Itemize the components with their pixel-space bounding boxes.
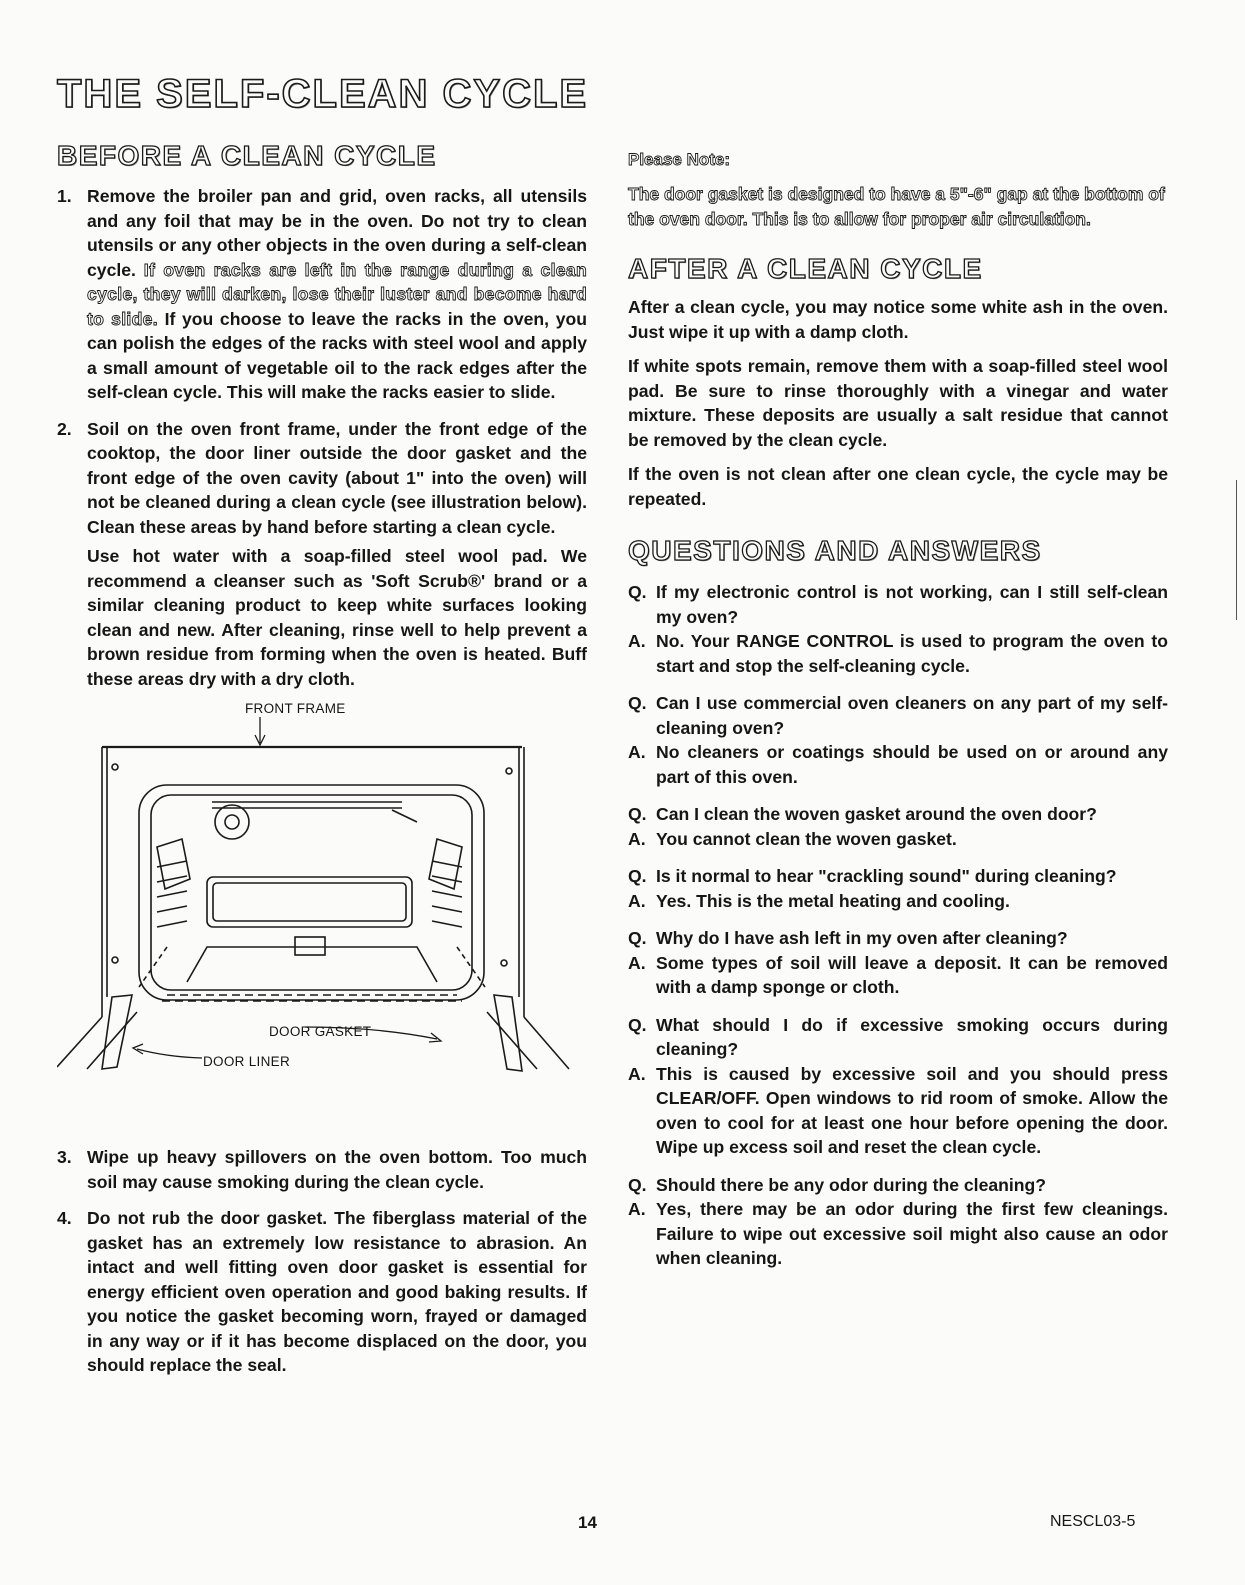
answer [628,1197,1168,1271]
a-letter: A. [628,952,646,973]
answer-text: Yes, there may be an odor during the first few cleanings. Failure to wipe out excessive soil might also cause an odor when cleaning. [656,1199,1168,1268]
question-text: What should I do if excessive smoking occurs during cleaning? [656,1014,1168,1059]
answer-text: This is caused by excessive soil and you should press CLEAR/OFF. Open windows to rid room of smoke. Allow the oven to cool for at least one hour before opening the door. Wipe up excess soil and reset the clean cycle. [656,1063,1168,1157]
list-item [57,184,587,405]
after-section [628,295,1168,511]
q-letter: Q. [628,928,647,948]
answer-text: No. Your RANGE CONTROL is used to program the oven to start and stop the self-cleaning cycle. [656,631,1168,676]
question-text: If my electronic control is not working, can I still self-clean my oven? [656,582,1168,627]
answer [628,629,1168,678]
answer [628,827,1168,852]
qa-item [628,1013,1168,1160]
question-text: Can I use commercial oven cleaners on any part of my self-cleaning oven? [656,693,1168,738]
q-letter: Q. [628,866,647,886]
item-text: If you choose to leave the racks in the oven, you can polish the edges of the racks with steel wool and apply a small amount of vegetable oil to the rack edges after the self-clean cycle. This will make the racks easier to slide. [87,308,588,402]
question-text: Is it normal to hear "crackling sound" during cleaning? [656,866,1117,886]
a-letter: A. [628,890,646,911]
question [628,1173,1168,1198]
page-title: THE SELF-CLEAN CYCLE [57,72,589,116]
q-letter: Q. [628,582,647,602]
question-text: Why do I have ash left in my oven after cleaning? [656,928,1068,948]
question [628,580,1168,629]
list-item-body [87,184,587,405]
answer-text: No cleaners or coatings should be used on or around any part of this oven. [656,742,1168,787]
list-number: 1. [57,186,72,206]
question-text: Should there be any odor during the cleaning? [656,1174,1047,1195]
a-letter: A. [628,631,646,651]
after-paragraph: After a clean cycle, you may notice some white ash in the oven. Just wipe it up with a damp cloth. [628,297,1168,342]
list-item-body: Wipe up heavy spillovers on the oven bottom. Too much soil may cause smoking during the clean cycle. [87,1147,587,1192]
a-letter: A. [628,1063,646,1084]
qa-item [628,1173,1168,1271]
document-code: NESCL03-5 [1050,1513,1136,1530]
list-number: 4. [57,1208,72,1228]
question [628,926,1168,951]
question [628,691,1168,740]
qa-item [628,691,1168,789]
answer [628,740,1168,789]
question [628,864,1168,889]
answer [628,889,1168,914]
q-letter: Q. [628,1174,647,1195]
qa-heading: QUESTIONS AND ANSWERS [628,535,1042,566]
note-text: The door gasket is designed to have a 5"-6" gap at the bottom of the oven door. This is to allow for proper air circulation. [628,184,1165,229]
answer-text: Yes. This is the metal heating and cooling. [656,890,1010,911]
answer-text: Some types of soil will leave a deposit. It can be removed with a damp sponge or cloth. [656,952,1168,997]
question-text: Can I clean the woven gasket around the oven door? [656,804,1097,824]
answer [628,1062,1168,1160]
left-column [57,140,587,1378]
a-letter: A. [628,828,646,849]
item-text: Soil on the oven front frame, under the front edge of the cooktop, the door liner outside the door gasket and the front edge of the oven cavity (about 1" into the oven) will not be cleaned during a clean cycle (see illustration below). Clean these areas by hand before starting a clean cycle. [87,418,587,537]
list-item-body [87,417,587,692]
oven-drawing [57,697,587,1137]
q-letter: Q. [628,693,647,713]
front-frame-label: FRONT FRAME [245,701,346,716]
q-letter: Q. [628,1014,647,1035]
after-paragraph: If the oven is not clean after one clean cycle, the cycle may be repeated. [628,464,1168,509]
list-number: 3. [57,1147,72,1167]
door-liner-label: DOOR LINER [203,1054,291,1069]
qa-item [628,580,1168,678]
item-text: Remove the broiler pan and grid, oven racks, all utensils and any foil that may be in the oven. Do not try to clean utensils or any other objects in the oven during a self-clean cycle. [87,186,587,280]
qa-list [628,580,1168,1271]
answer [628,951,1168,1000]
question [628,1013,1168,1062]
list-item-body: Do not rub the door gasket. The fiberglass material of the gasket has an extremely low resistance to abrasion. An intact and well fitting oven door gasket is essential for energy efficient oven operation and good baking results. If you notice the gasket becoming worn, frayed or damaged in any way or if it has become displaced on the door, you should replace the seal. [87,1208,587,1375]
qa-item [628,926,1168,1000]
answer-text: You cannot clean the woven gasket. [656,828,957,849]
scan-edge-line [1236,480,1237,620]
after-paragraph: If white spots remain, remove them with a soap-filled steel wool pad. Be sure to rinse thoroughly with a vinegar and water mixture. These deposits are usually a salt residue that cannot be removed by the clean cycle. [628,356,1168,450]
qa-item [628,864,1168,913]
after-clean-heading: AFTER A CLEAN CYCLE [628,253,983,284]
a-letter: A. [628,1199,646,1219]
please-note [628,150,1168,231]
a-letter: A. [628,742,646,762]
page-number: 14 [578,1513,597,1532]
qa-item [628,802,1168,851]
item-text: Use hot water with a soap-filled steel wool pad. We recommend a cleanser such as 'Soft Scrub®' brand or a similar cleaning product to keep white surfaces looking clean and new. After cleaning, rinse well to help prevent a brown residue from forming when the oven is heated. Buff these areas dry with a dry cloth. [87,546,587,689]
note-heading: Please Note: [628,150,731,169]
list-item [57,1145,587,1194]
rack-warning: If oven racks are left in the range during a clean cycle, they will darken, lose their luster and become hard to slide. [87,259,587,329]
oven-illustration [57,697,587,1137]
right-column [628,150,1168,1271]
before-clean-heading: BEFORE A CLEAN CYCLE [57,140,437,171]
list-item [57,1206,587,1378]
list-number: 2. [57,418,72,439]
door-gasket-label: DOOR GASKET [269,1024,372,1039]
list-item [57,417,587,692]
before-list [57,184,587,1378]
q-letter: Q. [628,804,647,824]
question [628,802,1168,827]
